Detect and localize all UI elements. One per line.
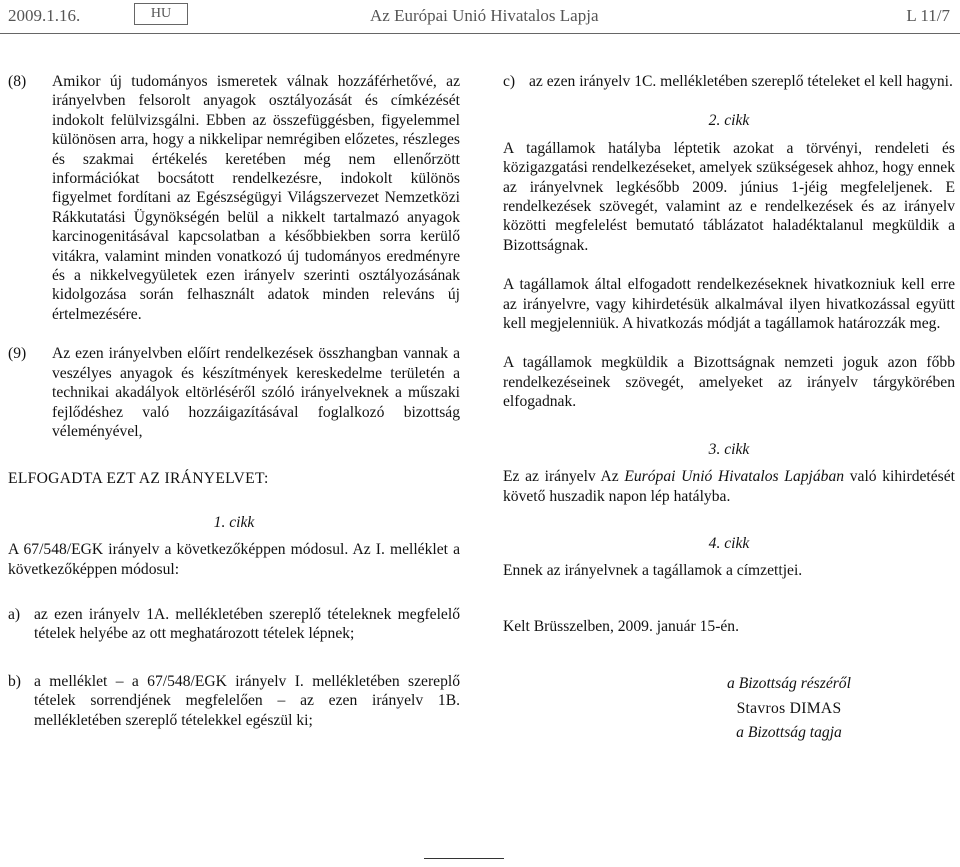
article-3-text xyxy=(503,467,955,506)
recital-text: Amikor új tudományos ismeretek válnak hozzáférhetővé, az irányelvben felsorolt anyagok osztályozását és címkézését indokolt felülvizsgálni. Ebben az összefüggésben, figyelemmel különösen arra, hogy a nikkelipar nemrégiben előzetes, részleges és szakmai értékelés keretében még nem ellenőrzött információkat bocsátott rendelkezésre, indokolt különös figyelmet fordítani az Egészségügyi Világszervezet Nemzetközi Rákkutatási Ügynökségén belül a nikkelt tartalmazó anyagok karcinogenitásával kapcsolatban a későbbiekben sorra kerülő vitákra, valamint minden vonatkozó új tudományos eredményre és a nikkelvegyületek ezen irányelv szerinti osztályozásának kidolgozása során felhasznált adatok minden releváns új értelmezésére. xyxy=(52,73,460,323)
signatory-name: Stavros DIMAS xyxy=(736,699,842,717)
article-2-paragraph-1: A tagállamok hatályba léptetik azokat a törvényi, rendeleti és közigazgatási rendelkezéseket, amelyek szükségesek ahhoz, hogy ennek az irányelvnek legkésőbb 2009. június 1-jéig megfeleljenek. E rendelkezések szövegét, valamint az e rendelkezések és az irányelv közötti megfelelést bemutató táblázatot haladéktalanul megküldik a Bizottságnak. xyxy=(503,139,955,254)
recital-9 xyxy=(8,344,460,441)
signatory-role: a Bizottság tagja xyxy=(736,723,842,741)
recital-text: Az ezen irányelvben előírt rendelkezések összhangban vannak a veszélyes anyagok és készítmények kereskedelme területén a technikai akadályok eltörléséről szóló irányelveknek a műszaki fejlődéshez való hozzáigazításával foglalkozó bizottság véleményével, xyxy=(52,345,460,440)
article-4-text: Ennek az irányelvnek a tagállamok a címzettjei. xyxy=(503,562,803,580)
footer-rule xyxy=(424,858,504,859)
article-3-text-end: való kihirdetését követő huszadik napon lép hatályba. xyxy=(503,468,955,505)
article-1-text: A 67/548/EGK irányelv a következőképpen módosul. Az I. melléklet a következőképpen módosul: xyxy=(8,541,460,578)
journal-title: Az Európai Unió Hivatalos Lapja xyxy=(370,6,599,25)
point-b xyxy=(8,672,460,730)
article-2-paragraph-2: A tagállamok által elfogadott rendelkezéseknek hivatkozniuk kell erre az irányelvre, vagy kihirdetésük alkalmával ilyen hivatkozással együtt kell megjelenniük. A hivatkozás módját a tagállamok határozzák meg. xyxy=(503,276,955,333)
point-letter: b) xyxy=(8,672,21,690)
point-text: az ezen irányelv 1C. mellékletében szereplő tételeket el kell hagyni. xyxy=(529,73,953,90)
page-number: L 11/7 xyxy=(906,6,950,25)
header-rule xyxy=(0,33,960,34)
article-4-heading: 4. cikk xyxy=(708,534,750,552)
journal-name-italic: Európai Unió Hivatalos Lapjában xyxy=(624,468,845,486)
point-letter: a) xyxy=(8,605,21,623)
right-column xyxy=(503,72,955,742)
signature-block xyxy=(503,674,955,742)
point-a xyxy=(8,605,460,644)
recital-number: (9) xyxy=(8,345,27,363)
recital-8 xyxy=(8,72,460,324)
point-text: az ezen irányelv 1A. mellékletében szereplő tételeknek megfelelő tételek helyébe az ott meghatározott tételek lépnek; xyxy=(34,605,460,643)
left-column xyxy=(8,72,460,758)
point-letter: c) xyxy=(503,73,516,90)
signature-for: a Bizottság részéről xyxy=(727,675,851,693)
header-date: 2009.1.16. xyxy=(8,6,81,25)
point-c xyxy=(503,72,955,91)
article-3-heading: 3. cikk xyxy=(708,440,750,458)
page-header xyxy=(0,0,960,40)
point-text: a melléklet – a 67/548/EGK irányelv I. mellékletében szereplő tételek sorrendjének megfelelően – az ezen irányelv 1B. mellékletében szereplő tételekkel egészül ki; xyxy=(34,672,460,729)
article-2-heading: 2. cikk xyxy=(708,112,750,130)
language-badge: HU xyxy=(134,3,188,25)
place-and-date: Kelt Brüsszelben, 2009. január 15-én. xyxy=(503,617,740,635)
article-3-text-start: Ez az irányelv Az xyxy=(503,468,625,486)
article-2-paragraph-3: A tagállamok megküldik a Bizottságnak nemzeti joguk azon főbb rendelkezéseinek szövegét, amelyeket az irányelv tárgykörében elfogadnak. xyxy=(503,354,955,411)
recital-number: (8) xyxy=(8,73,27,90)
article-1-heading: 1. cikk xyxy=(213,513,255,531)
adoption-formula: ELFOGADTA EZT AZ IRÁNYELVET: xyxy=(8,470,269,488)
